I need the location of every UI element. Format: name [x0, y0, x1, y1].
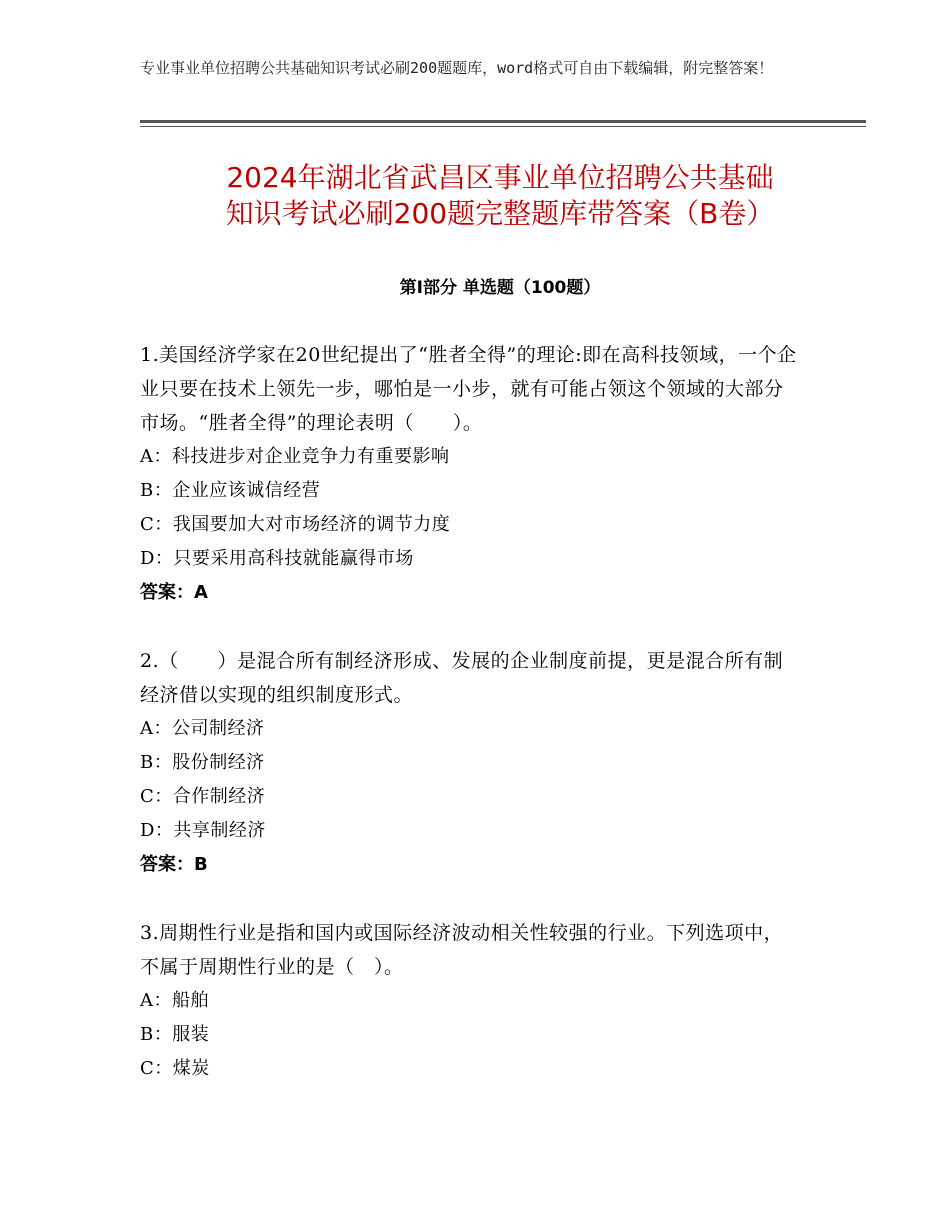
option-c: C：煤炭: [140, 1058, 210, 1079]
answer-label: 答案：B: [140, 854, 208, 875]
question-3: [140, 916, 800, 1086]
option-c: C：我国要加大对市场经济的调节力度: [140, 514, 451, 535]
option-a: A：公司制经济: [140, 718, 265, 739]
header-rule-thick: [140, 120, 866, 123]
option-a: A：船舶: [140, 990, 209, 1011]
answer-label: 答案：A: [140, 582, 208, 603]
option-b: B：企业应该诚信经营: [140, 480, 321, 501]
question-stem: 2.（ ）是混合所有制经济形成、发展的企业制度前提，更是混合所有制经济借以实现的组织制度形式。: [140, 650, 784, 706]
question-stem: 3.周期性行业是指和国内或国际经济波动相关性较强的行业。下列选项中，不属于周期性行业的是（ ）。: [140, 922, 784, 978]
option-b: B：服装: [140, 1024, 210, 1045]
title-line-1: 2024年湖北省武昌区事业单位招聘公共基础: [226, 161, 774, 194]
section-title: 第Ⅰ部分 单选题（100题）: [399, 278, 601, 298]
option-d: D：只要采用高科技就能赢得市场: [140, 548, 414, 569]
header-note: 专业事业单位招聘公共基础知识考试必刷200题题库，word格式可自由下载编辑，附完整答案！: [140, 59, 774, 77]
question-stem: 1.美国经济学家在20世纪提出了“胜者全得”的理论:即在高科技领域，一个企业只要在技术上领先一步，哪怕是一小步，就有可能占领这个领域的大部分市场。“胜者全得”的理论表明（ ）。: [140, 344, 797, 434]
question-list: [140, 338, 800, 1120]
option-b: B：股份制经济: [140, 752, 265, 773]
question-1: [140, 338, 800, 610]
option-a: A：科技进步对企业竞争力有重要影响: [140, 446, 450, 467]
document-title: [140, 160, 860, 232]
title-line-2: 知识考试必刷200题完整题库带答案（B卷）: [225, 197, 775, 230]
header-rule-thin: [140, 126, 866, 127]
question-2: [140, 644, 800, 882]
option-c: C：合作制经济: [140, 786, 266, 807]
option-d: D：共享制经济: [140, 820, 266, 841]
